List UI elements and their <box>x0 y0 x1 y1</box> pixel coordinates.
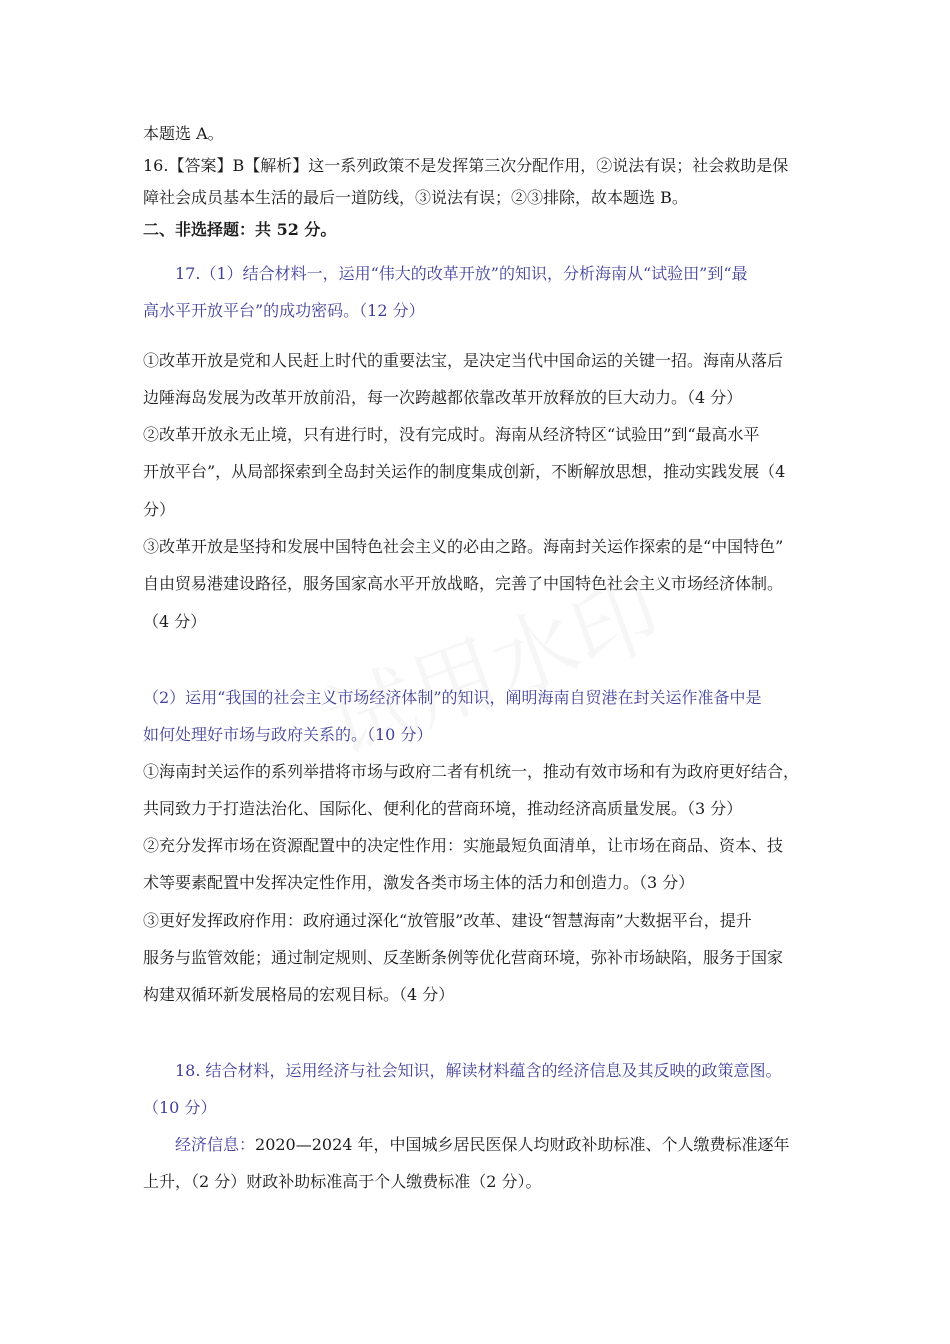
answer-17-2-p1-line-2: 共同致力于打造法治化、国际化、便利化的营商环境，推动经济高质量发展。（3 分） <box>143 799 743 818</box>
question-17-2-line-1: （2）运用“我国的社会主义市场经济体制”的知识，阐明海南自贸港在封关运作准备中是 <box>143 688 762 707</box>
answer-17-1-p3-line-2: 自由贸易港建设路径，服务国家高水平开放战略，完善了中国特色社会主义市场经济体制。 <box>143 574 784 593</box>
question-17-1-line-1: 17.（1）结合材料一，运用“伟大的改革开放”的知识，分析海南从“试验田”到“最 <box>175 264 748 283</box>
question-17-1-line-2: 高水平开放平台”的成功密码。（12 分） <box>143 301 425 320</box>
answer-15-tail: 本题选 A。 <box>143 124 224 143</box>
question-18-line-2: （10 分） <box>143 1098 217 1117</box>
question-17-2-line-2: 如何处理好市场与政府关系的。（10 分） <box>143 725 433 744</box>
answer-17-2-p3-line-3: 构建双循环新发展格局的宏观目标。（4 分） <box>143 985 455 1004</box>
answer-17-1-p3-line-3: （4 分） <box>143 612 207 631</box>
answer-17-1-p3-line-1: ③改革开放是坚持和发展中国特色社会主义的必由之路。海南封关运作探索的是“中国特色” <box>143 537 784 556</box>
answer-17-2-p1-line-1: ①海南封关运作的系列举措将市场与政府二者有机统一，推动有效市场和有为政府更好结合， <box>143 762 800 781</box>
answer-17-1-p2-line-3: 分） <box>143 500 176 519</box>
answer-17-2-p2-line-1: ②充分发挥市场在资源配置中的决定性作用：实施最短负面清单，让市场在商品、资本、技 <box>143 836 784 855</box>
answer-17-2-p2-line-2: 术等要素配置中发挥决定性作用，激发各类市场主体的活力和创造力。（3 分） <box>143 873 695 892</box>
answer-17-2-p3-line-1: ③更好发挥政府作用：政府通过深化“放管服”改革、建设“智慧海南”大数据平台，提升 <box>143 911 752 930</box>
answer-16-line-1: 16.【答案】B【解析】这一系列政策不是发挥第三次分配作用，②说法有误；社会救助是保 <box>143 156 789 175</box>
section-heading: 二、非选择题：共 52 分。 <box>143 220 337 239</box>
answer-18-line-2: 上升，（2 分）财政补助标准高于个人缴费标准（2 分）。 <box>143 1172 542 1191</box>
answer-18-line-1 <box>175 1135 790 1155</box>
answer-17-1-p1-line-1: ①改革开放是党和人民赶上时代的重要法宝，是决定当代中国命运的关键一招。海南从落后 <box>143 351 784 370</box>
question-18-line-1: 18. 结合材料，运用经济与社会知识，解读材料蕴含的经济信息及其反映的政策意图。 <box>175 1061 782 1080</box>
answer-16-line-2: 障社会成员基本生活的最后一道防线，③说法有误；②③排除，故本题选 B。 <box>143 188 688 207</box>
economic-info-text: 2020—2024 年，中国城乡居民医保人均财政补助标准、个人缴费标准逐年 <box>255 1135 790 1154</box>
economic-info-label: 经济信息： <box>175 1135 256 1154</box>
answer-17-1-p1-line-2: 边陲海岛发展为改革开放前沿，每一次跨越都依靠改革开放释放的巨大动力。（4 分） <box>143 388 743 407</box>
answer-17-2-p3-line-2: 服务与监管效能；通过制定规则、反垄断条例等优化营商环境，弥补市场缺陷，服务于国家 <box>143 948 784 967</box>
answer-17-1-p2-line-1: ②改革开放永无止境，只有进行时，没有完成时。海南从经济特区“试验田”到“最高水平 <box>143 425 760 444</box>
answer-17-1-p2-line-2: 开放平台”，从局部探索到全岛封关运作的制度集成创新，不断解放思想，推动实践发展（4 <box>143 462 786 481</box>
